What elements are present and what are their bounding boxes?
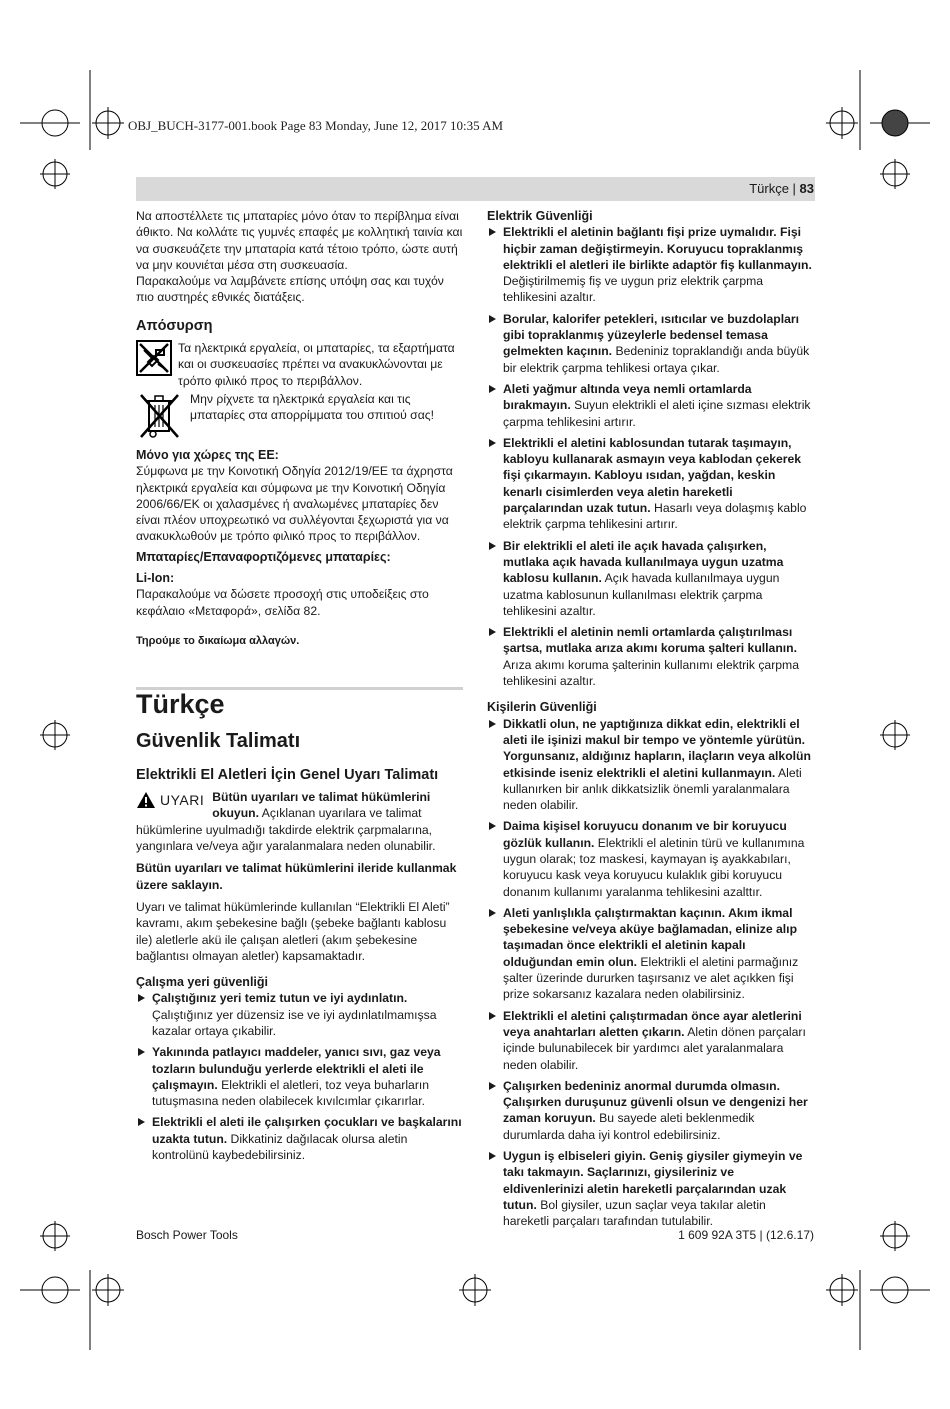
header-lang: Türkçe (749, 181, 789, 196)
general-title: Elektrikli El Aletleri İçin Genel Uyarı Talimatı (136, 766, 439, 783)
header-band (136, 177, 815, 201)
item-text: Bedeniniz topraklandığı anda büyük bir elektrik çarpma tehlikesi ortaya çıkar. (503, 344, 810, 375)
bullet-triangle-icon (489, 315, 496, 323)
bullet-triangle-icon (489, 822, 496, 830)
footer-code: 1 609 92A 3T5 | (12.6.17) (678, 1228, 814, 1242)
right-column (487, 208, 815, 1235)
safety-title: Güvenlik Talimatı (136, 729, 301, 752)
warning-triangle-icon (136, 791, 156, 809)
bullet-triangle-icon (489, 228, 496, 236)
item-text: Suyun elektrikli el aleti içine sızması elektrik çarpma tehlikesini artırır. (503, 398, 811, 429)
item-text: Elektrikli el aletleri, toz veya buharların tutuşmasına neden olabilecek kıvılcımlar çıkarırlar. (152, 1077, 430, 1109)
rights-note: Τηρούμε το δικαίωμα αλλαγών. (136, 634, 300, 647)
page-number: 83 (799, 181, 814, 196)
disposal-text: Τα ηλεκτρικά εργαλεία, οι μπαταρίες, τα εξαρτήματα και οι συσκευασίες πρέπει να ανακυκλώνονται με τρόπο φιλικό προς το περιβάλλον. (178, 341, 455, 388)
list-item (487, 716, 815, 814)
liion-title: Li-Ion: (136, 571, 175, 586)
warning-paragraph (136, 789, 463, 854)
bullet-triangle-icon (489, 1012, 496, 1020)
paragraph: Παρακαλούμε να λαμβάνετε επίσης υπόψη σας και τυχόν πιο αυστηρές εθνικές διατάξεις. (136, 274, 444, 305)
keep-instructions: Bütün uyarıları ve talimat hükümlerini ileride kullanmak üzere saklayın. (136, 861, 457, 892)
list-item (487, 224, 815, 305)
item-text: Açık havada kullanılmaya uygun uzatma kablosunun kullanılması elektrik çarpma tehlikesini azaltır. (503, 571, 780, 618)
disposal-text: Μην ρίχνετε τα ηλεκτρικά εργαλεία και τις μπαταρίες στα απορρίμματα του σπιτιού σας! (190, 391, 435, 423)
page-header (749, 181, 814, 196)
eu-text: Σύμφωνα με την Κοινοτική Οδηγία 2012/19/ΕΕ τα άχρηστα ηλεκτρικά εργαλεία και σύμφωνα με την Κοινοτική Οδηγία 2006/66/ΕΚ οι χαλασμένες ή αναλωμένες μπαταρίες δεν είναι πλέον υποχρεωτικό να συλλέγονται ξεχωριστά για να ανακυκλωθούν με τρόπο φιλικό προς το περιβάλλον. (136, 464, 453, 544)
disposal-row-2 (136, 391, 463, 441)
list-item (487, 1148, 815, 1229)
list-item (487, 624, 815, 689)
bullet-triangle-icon (138, 994, 145, 1002)
list-item (487, 1008, 815, 1073)
bullet-triangle-icon (489, 439, 496, 447)
bullet-triangle-icon (138, 1048, 145, 1056)
item-bold: Elektrikli el aletinin bağlantı fişi prize uymalıdır. Fişi hiçbir zaman değiştirmeyin. Koruyucu topraklanmış elektrikli el aletleri ile birlikte adaptör fiş kullanmayın. (503, 225, 812, 272)
disposal-row-1 (136, 340, 463, 389)
list-item (136, 1044, 463, 1109)
item-text: Bu sayede aleti beklenmedik durumlarda daha iyi kontrol edebilirsiniz. (503, 1111, 755, 1142)
item-bold: Yakınında patlayıcı maddeler, yanıcı sıvı, gaz veya tozların bulunduğu yerlerde elektrikli el aleti ile çalışmayın. (152, 1045, 441, 1092)
item-bold: Elektrikli el aletini çalıştırmadan önce ayar aletlerini veya anahtarları aletten çıkarın. (503, 1008, 802, 1039)
list-item (136, 990, 463, 1039)
item-bold: Çalıştığınız yeri temiz tutun ve iyi aydınlatın. (152, 991, 408, 1006)
item-bold: Dikkatli olun, ne yaptığınıza dikkat edin, elektrikli el aleti ile işinizi makul bir tempo ve yöntemle yürütün. Yorgunsanız, aldığınız hapların, ilaçların veya alkolün etkisinde iseniz elektrikli el aletini kullanmayın. (503, 716, 811, 780)
item-bold: Borular, kalorifer petekleri, ısıtıcılar ve buzdolapları gibi topraklanmış yüzeylerle bedensel temasa gelmekten kaçının. (503, 311, 799, 359)
warning-bold: Bütün uyarıları ve talimat hükümlerini okuyun. (212, 790, 431, 821)
batteries-title: Μπαταρίες/Επαναφορτιζόμενες μπαταρίες: (136, 549, 391, 564)
no-toolbox-icon (136, 340, 172, 376)
list-item (487, 1078, 815, 1143)
warning-label: UYARI (160, 791, 205, 808)
list-item (487, 381, 815, 430)
list-item (487, 435, 815, 533)
section-title: Απόσυρση (136, 317, 213, 334)
item-text: Dikkatiniz dağılacak olursa aletin kontrolünü kaybedebilirsiniz. (152, 1131, 408, 1163)
warning-text: Açıklanan uyarılara ve talimat hükümlerine uyulmadığı takdirde elektrik çarpmalarına, yangınlara ve/veya ağır yaralanmalara neden olunabilir. (136, 806, 436, 854)
bullet-triangle-icon (489, 385, 496, 393)
bullet-triangle-icon (489, 1152, 496, 1160)
header-sep: | (788, 181, 800, 196)
list-item (487, 905, 815, 1003)
crossed-bin-icon (136, 391, 184, 441)
list-item (487, 538, 815, 619)
bullet-triangle-icon (138, 1118, 145, 1126)
footer-brand: Bosch Power Tools (136, 1228, 238, 1242)
eu-title: Μόνο για χώρες της ΕΕ: (136, 447, 279, 462)
list-item (136, 1114, 463, 1163)
warning-badge (136, 791, 204, 809)
item-bold: Elektrikli el aleti ile çalışırken çocukları ve başkalarını uzakta tutun. (152, 1115, 462, 1146)
item-bold: Aleti yağmur altında veya nemli ortamlarda bırakmayın. (503, 381, 752, 413)
item-bold: Uygun iş elbiseleri giyin. Geniş giysiler giymeyin ve takı takmayın. Saçlarınızı, giysileriniz ve eldivenlerinizi aletin hareketli parçalarından uzak tutun. (503, 1149, 803, 1212)
item-text: Değiştirilmemiş fiş ve uygun priz elektrik çarpma tehlikesini azaltır. (503, 274, 764, 305)
bullet-triangle-icon (489, 909, 496, 917)
bullet-triangle-icon (489, 542, 496, 550)
item-text: Aleti kullanırken bir anlık dikkatsizlik önemli yaralanmalara neden olabilir. (503, 765, 802, 813)
item-bold: Daima kişisel koruyucu donanım ve bir koruyucu gözlük kullanın. (503, 819, 787, 850)
item-bold: Elektrikli el aletini kablosundan tutarak taşımayın, kabloyu kullanarak asmayın veya kablodan çekerek fişi çıkarmayın. Kabloyu ısıdan, yağdan, keskin kenarlı cisimlerden veya aletin hareketli parçalarından uzak tutun. (503, 435, 802, 516)
term-paragraph: Uyarı ve talimat hükümlerinde kullanılan “Elektrikli El Aleti” kavramı, akım şebekesine bağlı (şebeke bağlantı kablosu ile) aletlerle akü ile çalışan aletleri (akım şebekesine bağlantısı olmayan aletler) kapsamaktadır. (136, 899, 450, 963)
item-text: Elektrikli el aletini parmağınız şalter üzerinde dururken taşırsanız ve alet açıkken fişi prize sokarsanız kazalara neden olabilirsiniz. (503, 954, 799, 1002)
item-text: Çalıştığınız yer düzensiz ise ve iyi aydınlatılmamışsa kazalar ortaya çıkabilir. (152, 1007, 437, 1038)
item-text: Aletin dönen parçaları içinde bulunabilecek bir yardımcı alet yaralanmalara neden olabilir. (503, 1024, 806, 1072)
electric-safety-title: Elektrik Güvenliği (487, 209, 593, 223)
bullet-triangle-icon (489, 720, 496, 728)
work-safety-title: Çalışma yeri güvenliği (136, 975, 268, 990)
item-bold: Bir elektrikli el aleti ile açık havada çalışırken, mutlaka açık havada kullanılmaya uygun uzatma kablosu kullanın. (503, 538, 784, 586)
item-text: Hasarlı veya dolaşmış kablo elektrik çarpma tehlikesini artırır. (503, 501, 807, 532)
left-column (136, 208, 463, 1168)
language-title: Türkçe (136, 689, 225, 720)
liion-text: Παρακαλούμε να δώσετε προσοχή στις υποδείξεις στο κεφάλαιο «Μεταφορά», σελίδα 82. (136, 587, 429, 618)
item-bold: Aleti yanlışlıkla çalıştırmaktan kaçının. Akım ikmal şebekesine ve/veya aküye bağlamadan, elinize alıp taşımadan önce elektrikli el aletinin kapalı olduğundan emin olun. (503, 905, 798, 969)
paragraph: Να αποστέλλετε τις μπαταρίες μόνο όταν το περίβλημα είναι άθικτο. Να κολλάτε τις γυμνές επαφές με κολλητική ταινία και να συσκευάζετε την μπαταρία κατά τέτοιο τρόπο, ώστε αυτή να μην κουνιέται μέσα στη συσκευασία. (136, 209, 463, 272)
page-slug: OBJ_BUCH-3177-001.book Page 83 Monday, June 12, 2017 10:35 AM (128, 118, 504, 133)
item-text: Bol giysiler, uzun saçlar veya takılar aletin hareketli parçaları tarafından tutulabilir. (503, 1197, 766, 1229)
item-bold: Elektrikli el aletinin nemli ortamlarda çalıştırılması şartsa, mutlaka arıza akımı koruma şalteri kullanın. (503, 625, 797, 656)
item-text: Elektrikli el aletinin türü ve kullanımına uygun olarak; toz maskesi, kaymayan iş ayakkabıları, koruyucu kask veya koruyucu kulaklık gibi koruyucu donanım kullanımı yaralanma tehlikesini azalttır. (503, 835, 805, 899)
bullet-triangle-icon (489, 628, 496, 636)
personal-safety-title: Kişilerin Güvenliği (487, 700, 597, 715)
item-text: Arıza akımı koruma şalterinin kullanımı elektrik çarpma tehlikesini azaltır. (503, 657, 799, 689)
bullet-triangle-icon (489, 1082, 496, 1090)
list-item (487, 818, 815, 899)
item-bold: Çalışırken bedeniniz anormal durumda olmasın. Çalışırken duruşunuz güvenli olsun ve dengenizi her zaman koruyun. (503, 1078, 808, 1126)
list-item (487, 311, 815, 376)
